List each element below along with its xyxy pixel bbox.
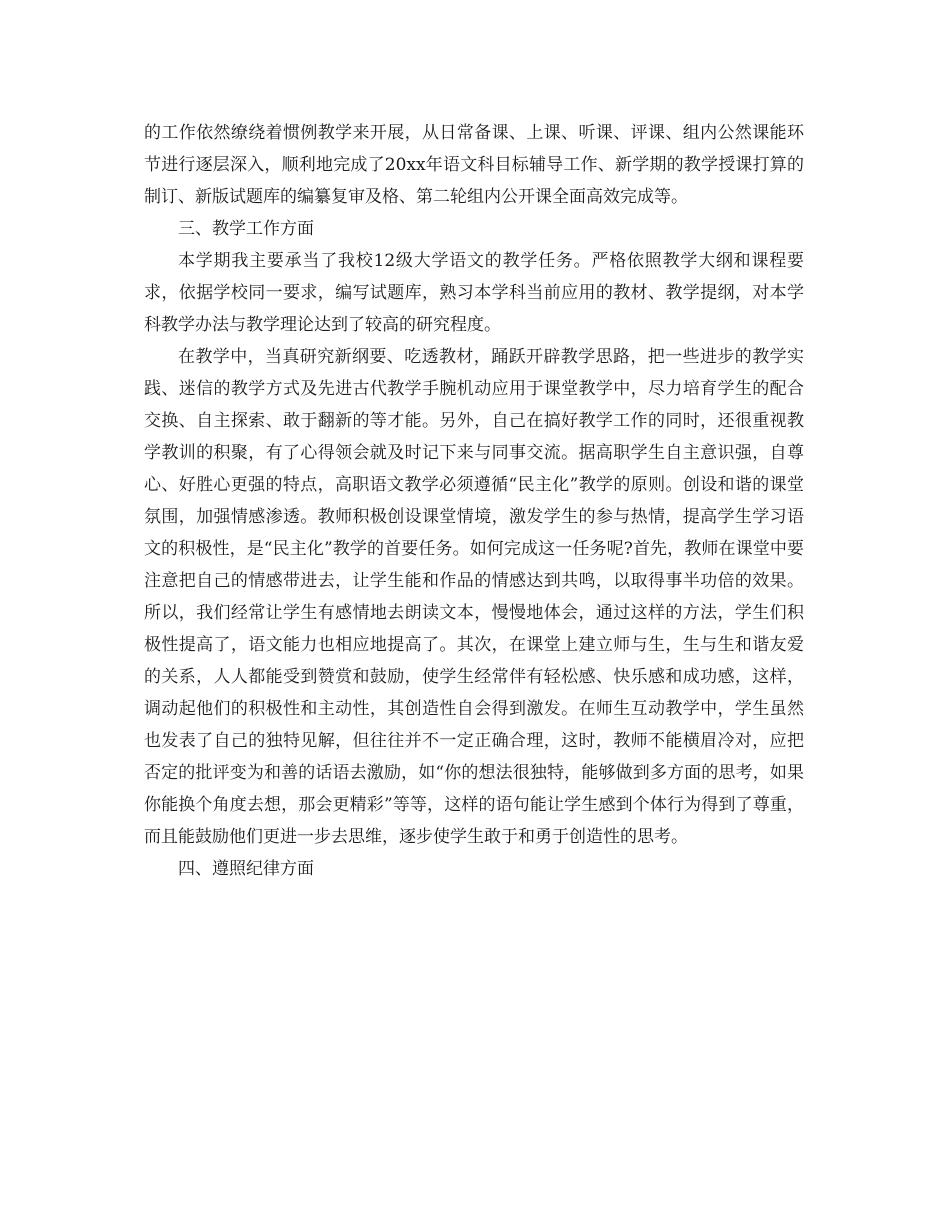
section-heading-teaching-work: 三、教学工作方面 [178, 219, 314, 239]
section-heading-discipline: 四、遵照纪律方面 [178, 859, 314, 879]
paragraph-continuation: 的工作依然缭绕着惯例教学来开展，从日常备课、上课、听课、评课、组内公然课能环节进行逐层深入，顺利地完成了20xx年语文科目标辅导工作、新学期的教学授课打算的制订、新版试题库的编纂复审及格、第二轮组内公开课全面高效完成等。 [144, 123, 804, 207]
paragraph-teaching-methods: 在教学中，当真研究新纲要、吃透教材，踊跃开辟教学思路，把一些进步的教学实践、迷信的教学方式及先进古代教学手腕机动应用于课堂教学中，尽力培育学生的配合交换、自主探索、敢于翻新的等才能。另外，自己在搞好教学工作的同时，还很重视教学教训的积聚，有了心得领会就及时记下来与同事交流。据高职学生自主意识强，自尊心、好胜心更强的特点，高职语文教学必须遵循“民主化”教学的原则。创设和谐的课堂氛围，加强情感渗透。教师积极创设课堂情境，激发学生的参与热情，提高学生学习语文的积极性，是“民主化”教学的首要任务。如何完成这一任务呢?首先，教师在课堂中要注意把自己的情感带进去，让学生能和作品的情感达到共鸣，以取得事半功倍的效果。所以，我们经常让学生有感情地去朗读文本，慢慢地体会，通过这样的方法，学生们积极性提高了，语文能力也相应地提高了。其次，在课堂上建立师与生，生与生和谐友爱的关系，人人都能受到赞赏和鼓励，使学生经常伴有轻松感、快乐感和成功感，这样，调动起他们的积极性和主动性，其创造性自会得到激发。在师生互动教学中，学生虽然也发表了自己的独特见解，但往往并不一定正确合理，这时，教师不能横眉冷对，应把否定的批评变为和善的话语去激励，如“你的想法很独特，能够做到多方面的思考，如果你能换个角度去想，那会更精彩”等等，这样的语句能让学生感到个体行为得到了尊重，而且能鼓励他们更进一步去思维，逐步使学生敢于和勇于创造性的思考。 [144, 347, 804, 847]
paragraph-teaching-duties: 本学期我主要承当了我校12级大学语文的教学任务。严格依照教学大纲和课程要求，依据学校同一要求，编写试题库，熟习本学科当前应用的教材、教学提纲，对本学科教学办法与教学理论达到了较高的研究程度。 [144, 251, 804, 335]
document-body [144, 117, 804, 885]
